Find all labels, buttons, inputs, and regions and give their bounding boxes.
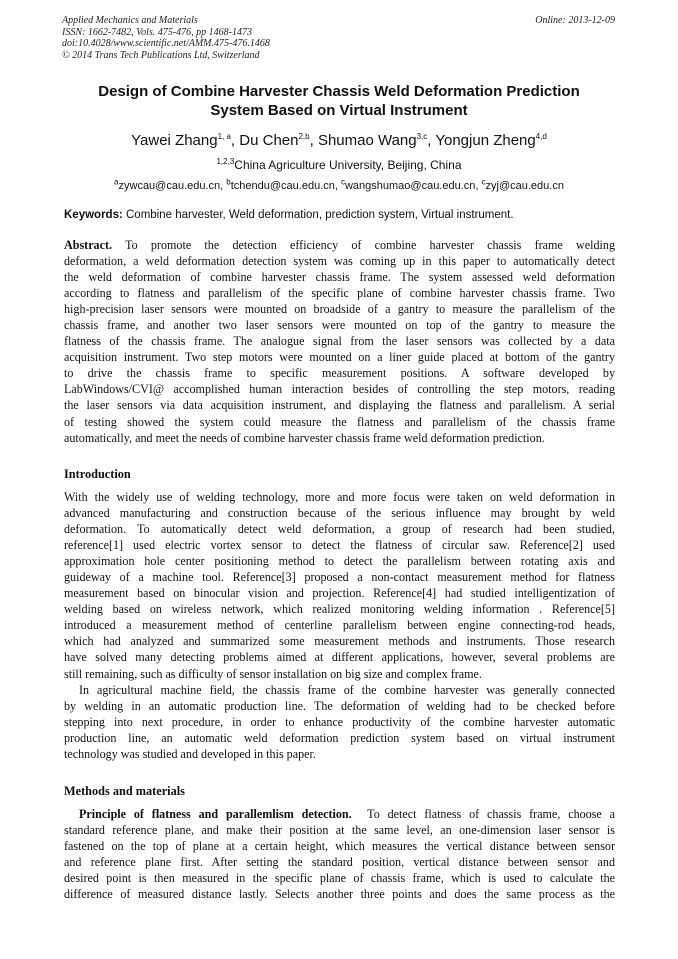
email-list xyxy=(64,179,614,193)
abstract-line: acquisition instrument. Two step motors were mounted on a liner guide placed at bottom of the gantry xyxy=(64,350,615,365)
body-line: In agricultural machine field, the chassis frame of the combine harvester was generally connected xyxy=(79,683,615,697)
keywords-text: Combine harvester, Weld deformation, prediction system, Virtual instrument. xyxy=(126,209,514,221)
email-address: zywcau@cau.edu.cn, xyxy=(118,180,227,192)
copyright-line: © 2014 Trans Tech Publications Ltd, Switzerland xyxy=(62,49,260,61)
methods-paragraph xyxy=(64,806,615,902)
author-separator: , xyxy=(309,132,318,149)
abstract-line xyxy=(64,237,615,253)
author-affil-sup: 3,c xyxy=(416,132,428,141)
body-line: advanced manufacturing and construction because of the serious influence may brought by weld xyxy=(64,506,615,521)
publication-meta xyxy=(62,15,270,61)
abstract-line: deformation, a weld deformation detection system was coming up in this paper to automatically detect xyxy=(64,254,615,269)
abstract-line: the laser sensors via data acquisition instrument, and displaying the flatness and parallelism. A serial xyxy=(64,398,615,413)
body-line: by welding in an automatic production line. The deformation of welding had to be checked before xyxy=(64,699,615,714)
author-list xyxy=(64,131,614,151)
body-line: and reference plane first. After setting the standard position, vertical distance between sensor and xyxy=(64,855,615,870)
body-line: With the widely use of welding technology, more and more focus were taken on weld deformation in xyxy=(64,490,615,504)
affiliation-sup: 1,2,3 xyxy=(216,157,235,166)
author-separator: , xyxy=(427,132,436,149)
affiliation-text: China Agriculture University, Beijing, China xyxy=(234,158,462,172)
author-affil-sup: 1, a xyxy=(217,132,231,141)
email-address: wangshumao@cau.edu.cn, xyxy=(344,180,482,192)
abstract-line: to drive the chassis frame to specific measurement positions. A software developed by xyxy=(64,366,615,381)
body-line: still remaining, such as difficulty of sensor installation on big size and complex frame. xyxy=(64,666,482,681)
body-line: desired point is then measured in the specific plane of chassis frame, which is used to calculate the xyxy=(64,871,615,886)
email-sup: c xyxy=(481,177,486,187)
author-affil-sup: 4,d xyxy=(535,132,547,141)
author-name: Yawei Zhang xyxy=(131,132,218,149)
body-line: welding based on wireless network, which realized monitoring welding information . Reference[5] xyxy=(64,602,615,617)
abstract-line: the weld deformation of combine harvester chassis frame. The system assessed weld deformation xyxy=(64,270,615,285)
title-line-1: Design of Combine Harvester Chassis Weld Deformation Prediction xyxy=(98,83,580,100)
section-heading-introduction: Introduction xyxy=(64,467,131,481)
author-name: Shumao Wang xyxy=(317,132,417,149)
abstract-line: chassis frame, and another two laser sensors were mounted on top of the gantry to measure the xyxy=(64,318,615,333)
abstract xyxy=(64,237,615,446)
doi-line: doi:10.4028/www.scientific.net/AMM.475-476.1468 xyxy=(62,38,270,49)
issn-line: ISSN: 1662-7482, Vols. 475-476, pp 1468-1473 xyxy=(62,26,252,38)
author-name: Yongjun Zheng xyxy=(435,132,536,149)
author-name: Du Chen xyxy=(239,132,299,149)
abstract-line: automatically, and meet the needs of combine harvester chassis frame weld deformation prediction. xyxy=(64,430,545,445)
body-line: production line, an automatic weld deformation prediction system based on virtual instrument xyxy=(64,731,615,746)
abstract-line: of testing showed the system could measure the flatness and parallelism of the chassis frame xyxy=(64,414,615,429)
introduction-paragraph-1 xyxy=(64,489,615,682)
body-line: difference of measured distance lastly. Selects another three points and does the same process as the xyxy=(64,887,615,902)
body-line: introduced a measurement method of centerline parallelism between engine connecting-rod heads, xyxy=(64,618,615,633)
runin-heading: Principle of flatness and parallemlism detection. xyxy=(79,807,352,821)
abstract-label: Abstract. xyxy=(64,238,113,252)
body-line: approximation hole center positioning method to detect the parallelism between rotating axis and xyxy=(64,554,615,569)
author-affil-sup: 2,b xyxy=(298,132,310,141)
paper-title xyxy=(64,82,614,120)
online-date: Online: 2013-12-09 xyxy=(535,15,615,26)
introduction-paragraph-2 xyxy=(64,682,615,762)
body-line: guideway of a machine tool. Reference[3] proposed a non-contact measurement method for flatness xyxy=(64,570,615,585)
abstract-line-text: To promote the detection efficiency of combine harvester chassis frame welding xyxy=(125,238,615,252)
body-line: reference[1] used electric vortex sensor to detect the flatness of circular saw. Reference[2] used xyxy=(64,538,615,553)
body-line: have solved many detecting problems aimed at different applications, however, several problems are xyxy=(64,650,615,665)
abstract-line: flatness of the chassis frame. The analogue signal from the laser sensors was collected by a data xyxy=(64,334,615,349)
email-sup: a xyxy=(114,177,119,187)
journal-name: Applied Mechanics and Materials xyxy=(62,15,198,26)
email-address: zyj@cau.edu.cn xyxy=(485,180,564,192)
abstract-line: high-precision laser sensors were mounted on broadside of a gantry to measure the parallelism of the xyxy=(64,302,615,317)
body-line: technology was studied and developed in this paper. xyxy=(64,747,316,762)
affiliation xyxy=(64,157,614,173)
keywords xyxy=(64,208,514,222)
keywords-label: Keywords: xyxy=(64,209,123,221)
body-line: deformation. To automatically detect weld deformation, a group of research had been studied, xyxy=(64,522,615,537)
body-line: fastened on the top of plane at a certain height, which measures the vertical distance between sensor xyxy=(64,839,615,854)
abstract-line: LabWindows/CVI@ accomplished human interaction besides of controlling the step motors, reading xyxy=(64,382,615,397)
body-line: which had analyzed and summarized some measurement methods and instruments. Those research xyxy=(64,634,615,649)
title-line-2: System Based on Virtual Instrument xyxy=(210,102,468,119)
body-line: stepping into next procedure, in order to enhance productivity of the combine harvester automatic xyxy=(64,715,615,730)
author-separator: , xyxy=(230,132,240,149)
abstract-line: according to flatness and parallelism of the specific plane of combine harvester chassis frame. Two xyxy=(64,286,615,301)
section-heading-methods: Methods and materials xyxy=(64,784,185,798)
email-sup: b xyxy=(226,177,231,187)
body-line-text: To detect flatness of chassis frame, choose a xyxy=(367,807,615,821)
body-line: standard reference plane, and make their position at the same level, an one-dimension laser sensor is xyxy=(64,823,615,838)
email-sup: c xyxy=(340,177,345,187)
body-line xyxy=(64,806,615,822)
body-line: measurement based on binocular vision and projection. Reference[4] had studied intelligentization of xyxy=(64,586,615,601)
email-address: tchendu@cau.edu.cn, xyxy=(230,180,341,192)
